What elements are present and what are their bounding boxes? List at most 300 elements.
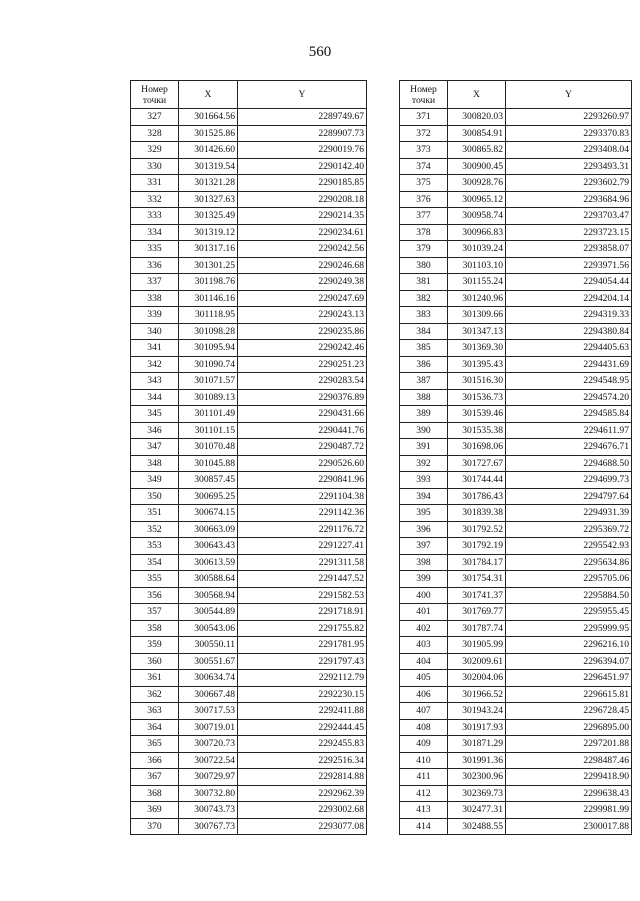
table-row: [131, 620, 367, 637]
y-cell: 2290487.72: [238, 439, 367, 456]
point-number-cell: 396: [400, 521, 448, 538]
y-cell: 2294574.20: [506, 389, 632, 406]
y-cell: 2296394.07: [506, 653, 632, 670]
y-cell: 2293260.97: [506, 109, 632, 126]
y-cell: 2295955.45: [506, 604, 632, 621]
x-cell: 301319.12: [179, 224, 238, 241]
table-row: [131, 670, 367, 687]
x-cell: 301741.37: [448, 587, 506, 604]
x-cell: 300965.12: [448, 191, 506, 208]
y-cell: 2292230.15: [238, 686, 367, 703]
x-cell: 301769.77: [448, 604, 506, 621]
y-cell: 2291447.52: [238, 571, 367, 588]
y-cell: 2293602.79: [506, 175, 632, 192]
point-number-cell: 353: [131, 538, 179, 555]
y-cell: 2294699.73: [506, 472, 632, 489]
y-cell: 2289749.67: [238, 109, 367, 126]
table-row: [131, 274, 367, 291]
point-number-cell: 360: [131, 653, 179, 670]
table-body-left: [131, 109, 367, 835]
y-cell: 2291755.82: [238, 620, 367, 637]
table-row: [131, 818, 367, 835]
table-row: [400, 637, 632, 654]
y-cell: 2294688.50: [506, 455, 632, 472]
table-row: [400, 158, 632, 175]
y-cell: 2295542.93: [506, 538, 632, 555]
x-cell: 301991.36: [448, 752, 506, 769]
point-number-cell: 368: [131, 785, 179, 802]
table-row: [400, 290, 632, 307]
x-cell: 301071.57: [179, 373, 238, 390]
x-cell: 301095.94: [179, 340, 238, 357]
x-cell: 300865.82: [448, 142, 506, 159]
point-number-cell: 404: [400, 653, 448, 670]
x-cell: 301744.44: [448, 472, 506, 489]
table-row: [400, 736, 632, 753]
x-cell: 300820.03: [448, 109, 506, 126]
table-row: [131, 571, 367, 588]
y-cell: 2295999.95: [506, 620, 632, 637]
table-row: [400, 769, 632, 786]
x-cell: 301727.67: [448, 455, 506, 472]
point-number-cell: 386: [400, 356, 448, 373]
point-number-cell: 398: [400, 554, 448, 571]
y-cell: 2290243.13: [238, 307, 367, 324]
point-number-cell: 341: [131, 340, 179, 357]
table-row: [400, 257, 632, 274]
x-cell: 302488.55: [448, 818, 506, 835]
point-number-cell: 413: [400, 802, 448, 819]
y-cell: 2294585.84: [506, 406, 632, 423]
y-cell: 2292962.39: [238, 785, 367, 802]
table-row: [131, 175, 367, 192]
y-cell: 2290247.69: [238, 290, 367, 307]
table-row: [131, 455, 367, 472]
point-number-cell: 376: [400, 191, 448, 208]
y-cell: 2290234.61: [238, 224, 367, 241]
point-number-cell: 403: [400, 637, 448, 654]
y-cell: 2291781.95: [238, 637, 367, 654]
table-row: [131, 389, 367, 406]
y-cell: 2295634.86: [506, 554, 632, 571]
point-number-cell: 370: [131, 818, 179, 835]
y-cell: 2291582.53: [238, 587, 367, 604]
point-number-cell: 358: [131, 620, 179, 637]
table-row: [131, 802, 367, 819]
y-cell: 2294405.63: [506, 340, 632, 357]
y-cell: 2296615.81: [506, 686, 632, 703]
point-number-cell: 411: [400, 769, 448, 786]
x-cell: 301309.66: [448, 307, 506, 324]
point-number-cell: 340: [131, 323, 179, 340]
y-cell: 2290242.46: [238, 340, 367, 357]
table-row: [400, 175, 632, 192]
x-cell: 300720.73: [179, 736, 238, 753]
table-row: [400, 538, 632, 555]
table-row: [131, 505, 367, 522]
x-cell: 300928.76: [448, 175, 506, 192]
y-cell: 2290841.96: [238, 472, 367, 489]
y-cell: 2291797.43: [238, 653, 367, 670]
x-cell: 301943.24: [448, 703, 506, 720]
table-row: [131, 653, 367, 670]
table-row: [400, 307, 632, 324]
x-cell: 300722.54: [179, 752, 238, 769]
x-cell: 301664.56: [179, 109, 238, 126]
point-number-cell: 357: [131, 604, 179, 621]
y-cell: 2290214.35: [238, 208, 367, 225]
table-row: [400, 653, 632, 670]
point-number-cell: 385: [400, 340, 448, 357]
y-cell: 2293684.96: [506, 191, 632, 208]
x-cell: 300588.64: [179, 571, 238, 588]
table-row: [131, 719, 367, 736]
point-number-cell: 363: [131, 703, 179, 720]
coordinates-table-left: [130, 80, 367, 835]
table-row: [131, 125, 367, 142]
y-cell: 2290526.60: [238, 455, 367, 472]
table-row: [400, 521, 632, 538]
table-row: [131, 224, 367, 241]
point-number-cell: 352: [131, 521, 179, 538]
point-number-cell: 329: [131, 142, 179, 159]
y-cell: 2290376.89: [238, 389, 367, 406]
point-number-cell: 366: [131, 752, 179, 769]
x-cell: 301317.16: [179, 241, 238, 258]
x-cell: 301516.30: [448, 373, 506, 390]
point-number-cell: 393: [400, 472, 448, 489]
point-number-cell: 338: [131, 290, 179, 307]
y-cell: 2294797.64: [506, 488, 632, 505]
y-cell: 2292112.79: [238, 670, 367, 687]
point-number-cell: 388: [400, 389, 448, 406]
table-row: [131, 521, 367, 538]
y-cell: 2294676.71: [506, 439, 632, 456]
x-cell: 300663.09: [179, 521, 238, 538]
y-cell: 2290441.76: [238, 422, 367, 439]
x-cell: 302369.73: [448, 785, 506, 802]
table-row: [400, 505, 632, 522]
x-cell: 301090.74: [179, 356, 238, 373]
table-row: [131, 191, 367, 208]
x-cell: 300767.73: [179, 818, 238, 835]
table-row: [400, 191, 632, 208]
point-number-cell: 362: [131, 686, 179, 703]
x-cell: 301698.06: [448, 439, 506, 456]
x-cell: 301426.60: [179, 142, 238, 159]
table-row: [131, 554, 367, 571]
y-cell: 2292444.45: [238, 719, 367, 736]
x-cell: 301784.17: [448, 554, 506, 571]
y-cell: 2294931.39: [506, 505, 632, 522]
point-number-cell: 365: [131, 736, 179, 753]
table-row: [131, 422, 367, 439]
point-number-cell: 408: [400, 719, 448, 736]
point-number-cell: 348: [131, 455, 179, 472]
point-number-cell: 356: [131, 587, 179, 604]
point-number-cell: 401: [400, 604, 448, 621]
table-row: [400, 356, 632, 373]
x-cell: 301103.10: [448, 257, 506, 274]
y-cell: 2299638.43: [506, 785, 632, 802]
table-row: [400, 554, 632, 571]
x-cell: 301089.13: [179, 389, 238, 406]
y-cell: 2294054.44: [506, 274, 632, 291]
table-row: [131, 406, 367, 423]
table-row: [131, 373, 367, 390]
x-cell: 300854.91: [448, 125, 506, 142]
x-cell: 301871.29: [448, 736, 506, 753]
point-number-cell: 335: [131, 241, 179, 258]
point-number-cell: 361: [131, 670, 179, 687]
point-number-cell: 400: [400, 587, 448, 604]
point-number-cell: 382: [400, 290, 448, 307]
y-cell: 2296895.00: [506, 719, 632, 736]
y-cell: 2297201.88: [506, 736, 632, 753]
y-cell: 2294319.33: [506, 307, 632, 324]
table-row: [400, 406, 632, 423]
y-cell: 2293493.31: [506, 158, 632, 175]
x-cell: 301325.49: [179, 208, 238, 225]
x-cell: 301792.19: [448, 538, 506, 555]
y-cell: 2296728.45: [506, 703, 632, 720]
x-cell: 301905.99: [448, 637, 506, 654]
y-cell: 2290185.85: [238, 175, 367, 192]
table-row: [400, 587, 632, 604]
x-cell: 301039.24: [448, 241, 506, 258]
y-cell: 2292411.88: [238, 703, 367, 720]
y-cell: 2292814.88: [238, 769, 367, 786]
x-cell: 300966.83: [448, 224, 506, 241]
point-number-cell: 373: [400, 142, 448, 159]
point-number-cell: 414: [400, 818, 448, 835]
x-cell: 301536.73: [448, 389, 506, 406]
y-cell: 2300017.88: [506, 818, 632, 835]
table-row: [400, 455, 632, 472]
table-row: [400, 125, 632, 142]
point-number-cell: 364: [131, 719, 179, 736]
x-cell: 301535.38: [448, 422, 506, 439]
y-cell: 2291142.36: [238, 505, 367, 522]
point-number-cell: 384: [400, 323, 448, 340]
point-number-cell: 354: [131, 554, 179, 571]
point-number-cell: 409: [400, 736, 448, 753]
point-number-cell: 397: [400, 538, 448, 555]
x-cell: 301301.25: [179, 257, 238, 274]
point-number-cell: 383: [400, 307, 448, 324]
table-row: [400, 686, 632, 703]
table-row: [400, 373, 632, 390]
table-row: [131, 488, 367, 505]
table-row: [400, 818, 632, 835]
table-row: [131, 241, 367, 258]
x-cell: 301101.49: [179, 406, 238, 423]
x-cell: 300743.73: [179, 802, 238, 819]
x-cell: 301327.63: [179, 191, 238, 208]
point-number-cell: 369: [131, 802, 179, 819]
table-row: [131, 769, 367, 786]
point-number-cell: 346: [131, 422, 179, 439]
y-cell: 2294380.84: [506, 323, 632, 340]
point-number-cell: 334: [131, 224, 179, 241]
x-cell: 301966.52: [448, 686, 506, 703]
point-number-cell: 392: [400, 455, 448, 472]
x-cell: 300958.74: [448, 208, 506, 225]
x-cell: 300900.45: [448, 158, 506, 175]
point-number-cell: 375: [400, 175, 448, 192]
point-number-cell: 331: [131, 175, 179, 192]
table-row: [400, 274, 632, 291]
point-number-cell: 355: [131, 571, 179, 588]
table-row: [400, 224, 632, 241]
x-cell: 300544.89: [179, 604, 238, 621]
table-row: [400, 208, 632, 225]
table-header-row: [131, 81, 367, 109]
x-cell: 300695.25: [179, 488, 238, 505]
point-number-cell: 344: [131, 389, 179, 406]
point-number-cell: 339: [131, 307, 179, 324]
x-cell: 301155.24: [448, 274, 506, 291]
table-row: [400, 703, 632, 720]
y-cell: 2293370.83: [506, 125, 632, 142]
y-cell: 2290235.86: [238, 323, 367, 340]
y-cell: 2293077.08: [238, 818, 367, 835]
table-body-right: [400, 109, 632, 835]
y-cell: 2290019.76: [238, 142, 367, 159]
point-number-cell: 347: [131, 439, 179, 456]
point-number-cell: 330: [131, 158, 179, 175]
table-row: [131, 472, 367, 489]
table-row: [400, 241, 632, 258]
point-number-cell: 377: [400, 208, 448, 225]
y-cell: 2293858.07: [506, 241, 632, 258]
table-row: [131, 587, 367, 604]
point-number-cell: 367: [131, 769, 179, 786]
y-cell: 2293703.47: [506, 208, 632, 225]
table-row: [131, 109, 367, 126]
y-cell: 2293408.04: [506, 142, 632, 159]
table-row: [400, 719, 632, 736]
table-row: [131, 356, 367, 373]
point-number-cell: 412: [400, 785, 448, 802]
y-cell: 2291311.58: [238, 554, 367, 571]
point-number-cell: 410: [400, 752, 448, 769]
x-cell: 301525.86: [179, 125, 238, 142]
header-x: X: [448, 81, 506, 109]
x-cell: 300857.45: [179, 472, 238, 489]
table-row: [400, 323, 632, 340]
point-number-cell: 395: [400, 505, 448, 522]
point-number-cell: 345: [131, 406, 179, 423]
point-number-cell: 394: [400, 488, 448, 505]
y-cell: 2290208.18: [238, 191, 367, 208]
point-number-cell: 359: [131, 637, 179, 654]
table-row: [131, 538, 367, 555]
x-cell: 301787.74: [448, 620, 506, 637]
y-cell: 2299981.99: [506, 802, 632, 819]
x-cell: 301098.28: [179, 323, 238, 340]
x-cell: 301045.88: [179, 455, 238, 472]
table-row: [131, 604, 367, 621]
point-number-cell: 407: [400, 703, 448, 720]
y-cell: 2295369.72: [506, 521, 632, 538]
header-x: X: [179, 81, 238, 109]
x-cell: 301319.54: [179, 158, 238, 175]
table-row: [400, 142, 632, 159]
table-row: [131, 257, 367, 274]
y-cell: 2295705.06: [506, 571, 632, 588]
x-cell: 300719.01: [179, 719, 238, 736]
y-cell: 2290246.68: [238, 257, 367, 274]
x-cell: 302300.96: [448, 769, 506, 786]
table-row: [131, 686, 367, 703]
header-point-number: Номер точки: [131, 81, 179, 109]
y-cell: 2294548.95: [506, 373, 632, 390]
table-row: [400, 109, 632, 126]
y-cell: 2293002.68: [238, 802, 367, 819]
point-number-cell: 337: [131, 274, 179, 291]
table-row: [131, 340, 367, 357]
y-cell: 2291176.72: [238, 521, 367, 538]
x-cell: 301118.95: [179, 307, 238, 324]
y-cell: 2290283.54: [238, 373, 367, 390]
x-cell: 301917.93: [448, 719, 506, 736]
x-cell: 300729.97: [179, 769, 238, 786]
table-row: [131, 323, 367, 340]
x-cell: 301395.43: [448, 356, 506, 373]
table-row: [400, 571, 632, 588]
header-y: Y: [238, 81, 367, 109]
point-number-cell: 343: [131, 373, 179, 390]
y-cell: 2291718.91: [238, 604, 367, 621]
y-cell: 2290242.56: [238, 241, 367, 258]
header-y: Y: [506, 81, 632, 109]
table-row: [131, 637, 367, 654]
table-row: [400, 752, 632, 769]
page-number: 560: [308, 44, 332, 60]
table-row: [131, 142, 367, 159]
point-number-cell: 327: [131, 109, 179, 126]
x-cell: 301792.52: [448, 521, 506, 538]
x-cell: 300634.74: [179, 670, 238, 687]
y-cell: 2290251.23: [238, 356, 367, 373]
table-row: [400, 670, 632, 687]
point-number-cell: 381: [400, 274, 448, 291]
point-number-cell: 333: [131, 208, 179, 225]
x-cell: 301347.13: [448, 323, 506, 340]
table-row: [400, 472, 632, 489]
point-number-cell: 374: [400, 158, 448, 175]
table-row: [400, 620, 632, 637]
x-cell: 300674.15: [179, 505, 238, 522]
table-row: [400, 340, 632, 357]
y-cell: 2292455.83: [238, 736, 367, 753]
y-cell: 2290431.66: [238, 406, 367, 423]
point-number-cell: 350: [131, 488, 179, 505]
table-row: [400, 785, 632, 802]
table-row: [400, 439, 632, 456]
x-cell: 301369.30: [448, 340, 506, 357]
y-cell: 2293971.56: [506, 257, 632, 274]
x-cell: 300551.67: [179, 653, 238, 670]
point-number-cell: 389: [400, 406, 448, 423]
table-header-row: [400, 81, 632, 109]
point-number-cell: 391: [400, 439, 448, 456]
x-cell: 301786.43: [448, 488, 506, 505]
table-row: [400, 802, 632, 819]
x-cell: 301539.46: [448, 406, 506, 423]
x-cell: 301146.16: [179, 290, 238, 307]
